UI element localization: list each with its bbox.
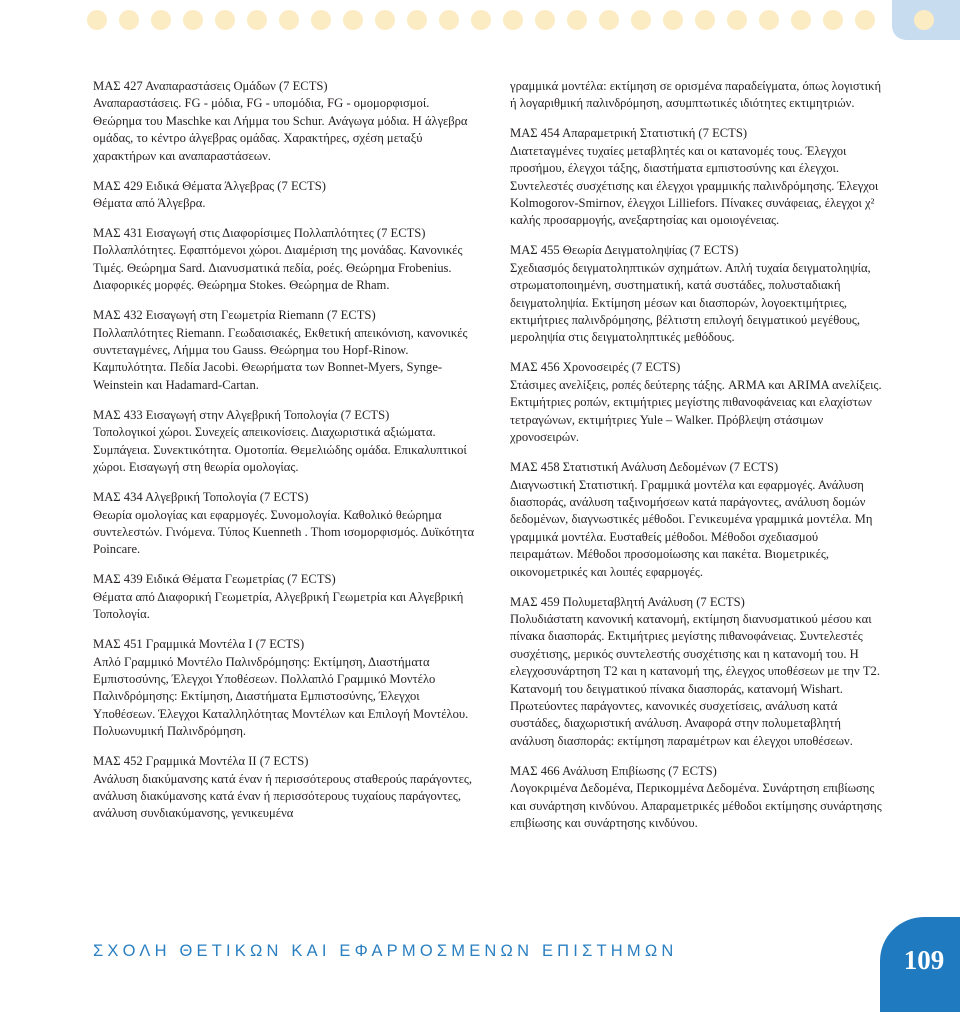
- decorative-dot: [215, 10, 235, 30]
- course-title: ΜΑΣ 458 Στατιστική Ανάλυση Δεδομένων (7 ECTS): [510, 460, 779, 475]
- decorative-dot: [471, 10, 491, 30]
- decorative-dot: [503, 10, 523, 30]
- course-entry: [510, 763, 882, 833]
- decorative-dot: [663, 10, 683, 30]
- page-number: 109: [903, 945, 945, 975]
- decorative-dot: [375, 10, 395, 30]
- corner-tab: [892, 0, 960, 40]
- course-entry: [93, 78, 481, 165]
- decorative-dot: [279, 10, 299, 30]
- course-entry: [93, 307, 481, 394]
- decorative-dot: [695, 10, 715, 30]
- course-entry: [510, 242, 882, 346]
- decorative-dot: [791, 10, 811, 30]
- course-description: Λογοκριμένα Δεδομένα, Περικομμένα Δεδομένα. Συνάρτηση επιβίωσης και συνάρτηση κινδύνου. Απαραμετρικές μέθοδοι εκτίμησης συνάρτησης επιβίωσης και συνάρτησης κινδύνου.: [510, 781, 882, 830]
- course-description: γραμμικά μοντέλα: εκτίμηση σε ορισμένα παραδείγματα, όπως λογιστική ή λογαριθμική παλινδρόμηση, ασυμπτωτικές ιδιότητες εκτιμητριών.: [510, 79, 882, 111]
- course-description: Πολλαπλότητες Riemann. Γεωδαισιακές, Εκθετική απεικόνιση, κανονικές συντεταγμένες, Λήμμα του Gauss. Θεώρημα του Hopf-Rinow. Καμπυλότητα. Πεδία Jacobi. Θεωρήματα των Bonnet-Myers, Synge-Weinstein και Hadamard-Cartan.: [93, 325, 468, 392]
- decorative-dot: [567, 10, 587, 30]
- left-column: [93, 78, 481, 835]
- decorative-dot: [759, 10, 779, 30]
- course-entry-continued: [510, 78, 882, 113]
- course-title: ΜΑΣ 459 Πολυμεταβλητή Ανάλυση (7 ECTS): [510, 594, 745, 609]
- course-description: Ανάλυση διακύμανσης κατά έναν ή περισσότερους σταθερούς παράγοντες, ανάλυση διακύμανσης κατά έναν ή περισσότερους τυχαίους παράγοντες, ανάλυση συνδιακύμανσης, γενικευμένα: [93, 771, 473, 821]
- course-entry: [510, 459, 882, 581]
- course-entry: [510, 125, 882, 229]
- course-description: Απλό Γραμμικό Μοντέλο Παλινδρόμησης: Εκτίμηση, Διαστήματα Εμπιστοσύνης, Έλεγχοι Υποθέσεων. Πολλαπλό Γραμμικό Μοντέλο Παλινδρόμησης: Εκτίμηση, Διαστήματα Εμπιστοσύνης, Έλεγχοι Υποθέσεων. Έλεγχοι Καταλληλότητας Μοντέλων και Επιλογή Μοντέλου. Πολυωνυμική Παλινδρόμηση.: [93, 654, 469, 739]
- course-title: ΜΑΣ 429 Ειδικά Θέματα Άλγεβρας (7 ECTS): [93, 178, 326, 193]
- course-title: ΜΑΣ 427 Αναπαραστάσεις Ομάδων (7 ECTS): [93, 79, 328, 93]
- course-description: Θέματα από Άλγεβρα.: [93, 196, 206, 211]
- decorative-dot: [855, 10, 875, 30]
- decorative-dot: [151, 10, 171, 30]
- course-title: ΜΑΣ 451 Γραμμικά Μοντέλα Ι (7 ECTS): [93, 637, 305, 652]
- course-title: ΜΑΣ 455 Θεωρία Δειγματοληψίας (7 ECTS): [510, 243, 739, 258]
- course-title: ΜΑΣ 454 Απαραμετρική Στατιστική (7 ECTS): [510, 126, 748, 141]
- course-entry: [93, 753, 481, 823]
- course-title: ΜΑΣ 432 Εισαγωγή στη Γεωμετρία Riemann (7 ECTS): [93, 308, 376, 323]
- course-description: Θεωρία ομολογίας και εφαρμογές. Συνομολογία. Καθολικό θεώρημα συντελεστών. Γινόμενα. Τύπος Kuenneth . Thom ισομορφισμός. Δυϊκότητα Poincare.: [93, 507, 475, 557]
- decorative-dot: [119, 10, 139, 30]
- course-title: ΜΑΣ 456 Χρονοσειρές (7 ECTS): [510, 360, 681, 375]
- school-name-footer: ΣΧΟΛΗ ΘΕΤΙΚΩΝ ΚΑΙ ΕΦΑΡΜΟΣΜΕΝΩΝ ΕΠΙΣΤΗΜΩΝ: [93, 942, 678, 960]
- course-description: Θέματα από Διαφορική Γεωμετρία, Αλγεβρική Γεωμετρία και Αλγεβρική Τοπολογία.: [93, 589, 464, 622]
- course-title: ΜΑΣ 452 Γραμμικά Μοντέλα ΙΙ (7 ECTS): [93, 754, 309, 769]
- course-entry: [510, 359, 882, 446]
- course-entry: [93, 571, 481, 623]
- course-title: ΜΑΣ 431 Εισαγωγή στις Διαφορίσιμες Πολλαπλότητες (7 ECTS): [93, 226, 426, 241]
- course-description: Στάσιμες ανελίξεις, ροπές δεύτερης τάξης. ARMA και ARIMA ανελίξεις. Εκτιμήτριες ροπών, εκτιμήτριες μεγίστης πιθανοφάνειας και ελαχίστων τετραγώνων, εκτιμήτριες Yule – Walker. Πρόβλεψη στάσιμων χρονοσειρών.: [510, 377, 882, 445]
- course-entry: [93, 636, 481, 740]
- course-entry: [93, 489, 481, 559]
- decorative-dot: [823, 10, 843, 30]
- decorative-dot-strip: [0, 0, 960, 42]
- course-entry: [93, 407, 481, 477]
- course-description: Πολυδιάστατη κανονική κατανομή, εκτίμηση διανυσματικού μέσου και πίνακα διασποράς. Εκτιμήτριες μεγίστης πιθανοφάνειας. Συντελεστές συσχέτισης, μερικός συντελεστής συσχέτισης και η κατανομή του. Η ελεγχοσυνάρτηση T2 και η κατανομή της, έλεγχος υποθέσεων με την T2. Κατανομή του δειγματικού πίνακα διασποράς, κατανομή Wishart. Πρωτεύοντες παράγοντες, κανονικές συσχετίσεις, ανάλυση κατά συστάδες, διαχωριστική ανάλυση. Αναφορά στην πολυμεταβλητή ανάλυση διασποράς: εκτίμηση παραμέτρων και έλεγχοι υποθέσεων.: [510, 611, 881, 748]
- course-entry: [510, 594, 882, 751]
- course-title: ΜΑΣ 434 Αλγεβρική Τοπολογία (7 ECTS): [93, 490, 309, 505]
- course-description: Σχεδιασμός δειγματοληπτικών σχημάτων. Απλή τυχαία δειγματοληψία, στρωματοποιημένη, συστηματική, κατά συστάδες, πολυσταδιακή δειγματοληψία. Εκτίμηση μέσων και διασπορών, λογοεκτιμήτριες, εκτιμήτριες παλινδρόμησης, βέλτιστη επιλογή δειγματικού μεγέθους, μεροληψία στις δειγματοληπτικές μεθόδους.: [510, 260, 871, 345]
- decorative-dot: [914, 10, 934, 30]
- course-description: Διατεταγμένες τυχαίες μεταβλητές και οι κατανομές τους. Έλεγχοι προσήμου, έλεγχοι τάξης, διαστήματα εμπιστοσύνης και έλεγχοι. Συντελεστές συσχέτισης και έλεγχοι γραμμικής παλινδρόμησης. Έλεγχοι Kolmogorov-Smirnov, έλεγχοι Lilliefors. Πίνακες συνάφειας, έλεγχοι χ² καλής προσαρμογής, ανεξαρτησίας και ομοιογένειας.: [510, 143, 879, 228]
- decorative-dot: [407, 10, 427, 30]
- course-description: Αναπαραστάσεις. FG - μόδια, FG - υπομόδια, FG - ομομορφισμοί. Θεώρημα του Maschke και Λήμμα του Schur. Ανάγωγα μόδια. Η άλγεβρα ομάδας, το κέντρο άλγεβρας ομάδας. Χαρακτήρες, σχέση μεταξύ χαρακτήρων και αναπαραστάσεων.: [93, 96, 468, 163]
- course-title: ΜΑΣ 466 Ανάλυση Επιβίωσης (7 ECTS): [510, 763, 717, 778]
- course-title: ΜΑΣ 439 Ειδικά Θέματα Γεωμετρίας (7 ECTS): [93, 572, 336, 587]
- right-column: [510, 78, 882, 845]
- decorative-dot: [87, 10, 107, 30]
- decorative-dot: [599, 10, 619, 30]
- course-entry: [93, 225, 481, 295]
- decorative-dot: [439, 10, 459, 30]
- decorative-dot: [535, 10, 555, 30]
- decorative-dot: [727, 10, 747, 30]
- course-description: Τοπολογικοί χώροι. Συνεχείς απεικονίσεις. Διαχωριστικά αξιώματα. Συμπάγεια. Συνεκτικότητα. Ομοτοπία. Θεμελιώδης ομάδα. Επικαλυπτικοί χώροι. Εισαγωγή στη θεωρία ομολογίας.: [93, 425, 467, 475]
- decorative-dot: [247, 10, 267, 30]
- course-description: Πολλαπλότητες. Εφαπτόμενοι χώροι. Διαμέριση της μονάδας. Κανονικές Τιμές. Θεώρημα Sard. Διανυσματικά πεδία, ροές. Θεώρημα Frobenius. Διαφορικές μορφές. Θεώρημα Stokes. Θεώρημα de Rham.: [93, 243, 463, 293]
- decorative-dot: [183, 10, 203, 30]
- page-number-tab: [880, 917, 960, 1012]
- course-description: Διαγνωστική Στατιστική. Γραμμικά μοντέλα και εφαρμογές. Ανάλυση διασποράς, ανάλυση ταξινομήσεων κατά παράγοντες, ανάλυση δομών δεδομένων, διαγνωστικές μέθοδοι. Γενικευμένα γραμμικά μοντέλα. Μη γραμμικά μοντέλα. Ευσταθείς μέθοδοι. Μέθοδοι σχεδιασμού πειραμάτων. Μέθοδοι προσομοίωσης και πακέτα. Βιομετρικές, οικονομετρικές και λοιπές εφαρμογές.: [510, 477, 873, 579]
- course-entry: [93, 178, 481, 213]
- decorative-dot: [631, 10, 651, 30]
- course-title: ΜΑΣ 433 Εισαγωγή στην Αλγεβρική Τοπολογία (7 ECTS): [93, 407, 390, 422]
- decorative-dot: [343, 10, 363, 30]
- decorative-dot: [311, 10, 331, 30]
